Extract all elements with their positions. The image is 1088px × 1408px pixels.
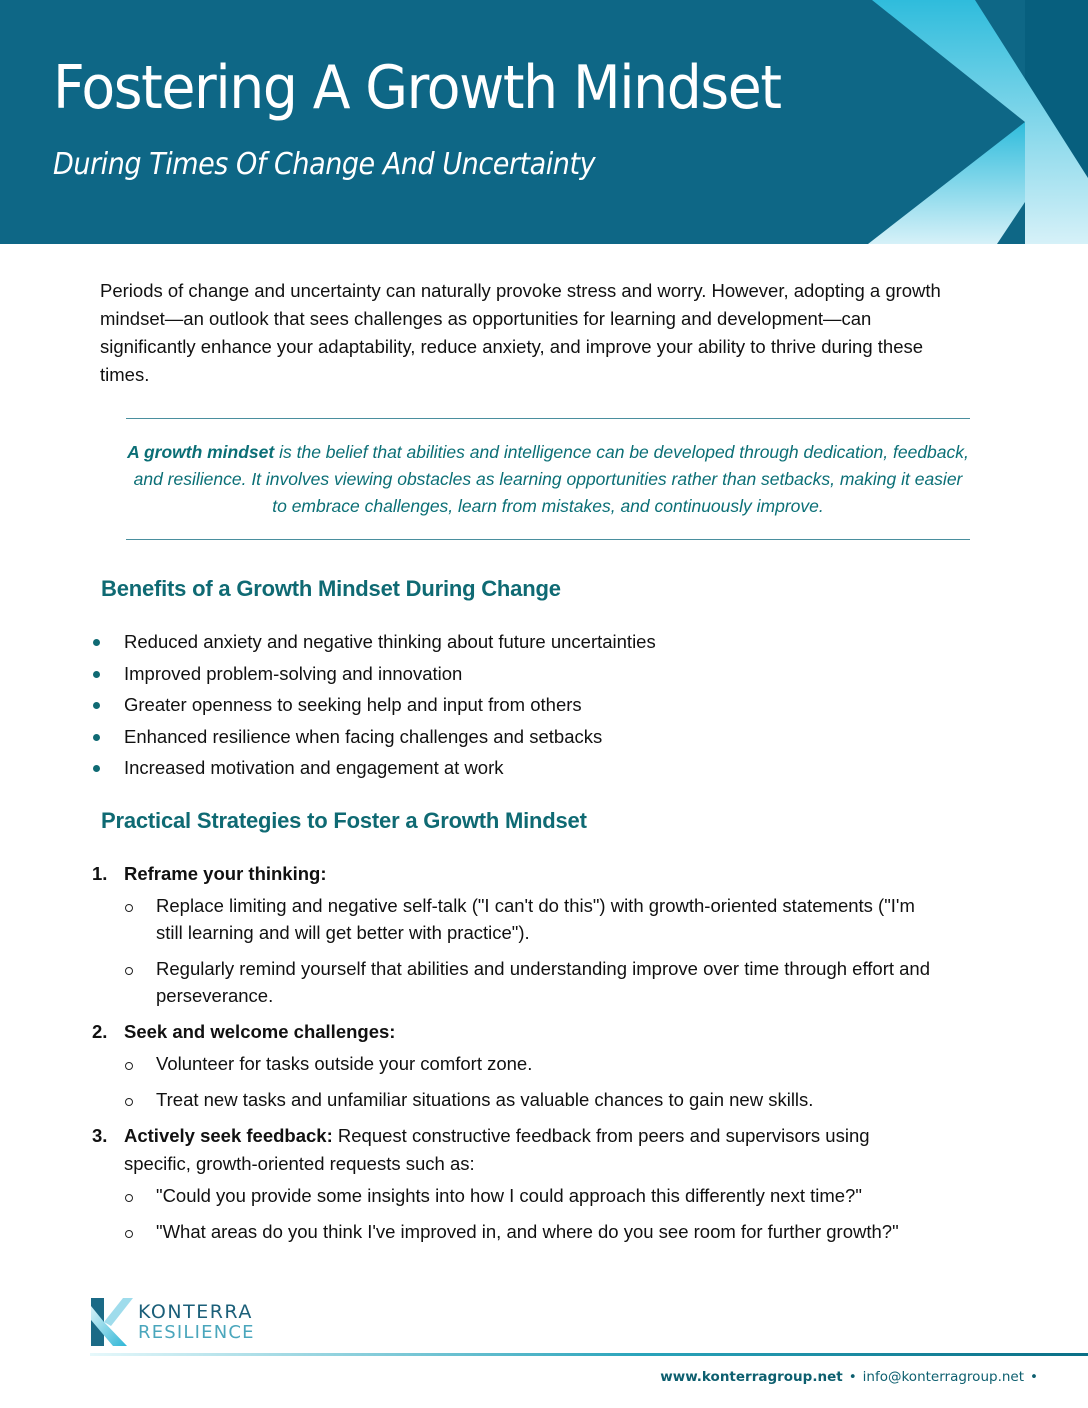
strategy-item <box>0 1018 1000 1113</box>
benefit-text: Enhanced resilience when facing challenges and setbacks <box>124 725 603 747</box>
footer-contact <box>660 1369 1044 1385</box>
benefit-item <box>0 723 656 755</box>
email-link[interactable]: info@konterragroup.net <box>862 1369 1025 1385</box>
footer-divider <box>90 1353 1088 1356</box>
strategy-title: Actively seek feedback: <box>124 1125 333 1146</box>
bullet-icon <box>93 671 100 678</box>
strategy-title: Reframe your thinking: <box>124 863 327 884</box>
benefit-item <box>0 691 656 723</box>
subitem-text: "Could you provide some insights into how I could approach this differently next time?" <box>156 1185 862 1206</box>
separator-dot: • <box>1030 1369 1038 1385</box>
strategies-list <box>0 860 1000 1254</box>
circle-bullet-icon <box>125 1194 133 1202</box>
strategy-header <box>0 1122 924 1178</box>
strategy-number: 1. <box>92 863 108 884</box>
strategy-subitem <box>0 1086 946 1113</box>
bullet-icon <box>93 702 100 709</box>
strategy-title: Seek and welcome challenges: <box>124 1021 396 1042</box>
benefit-item <box>0 628 656 660</box>
callout-definition: is the belief that abilities and intelligence can be developed through dedication, feedback, and resilience. It involves viewing obstacles as learning opportunities rather than setbacks, making it easier to embrace challenges, learn from mistakes, and continuously improve. <box>133 442 969 516</box>
circle-bullet-icon <box>125 1062 133 1070</box>
strategies-heading: Practical Strategies to Foster a Growth Mindset <box>101 808 587 833</box>
logo-tagline: RESILIENCE <box>138 1322 255 1343</box>
subitem-text: Replace limiting and negative self-talk ("I can't do this") with growth-oriented statements ("I'm still learning and will get better with practice"). <box>156 895 915 943</box>
subitem-text: "What areas do you think I've improved in, and where do you see room for further growth?" <box>156 1221 899 1242</box>
benefit-text: Improved problem-solving and innovation <box>124 662 463 684</box>
benefits-list <box>0 628 656 786</box>
subitem-text: Treat new tasks and unfamiliar situations as valuable chances to gain new skills. <box>156 1089 814 1110</box>
circle-bullet-icon <box>125 904 133 912</box>
subitem-text: Regularly remind yourself that abilities and understanding improve over time through effort and perseverance. <box>156 958 931 1006</box>
konterra-logo-icon <box>91 1298 133 1346</box>
strategy-number: 3. <box>92 1125 108 1146</box>
strategy-subitem <box>0 1050 946 1077</box>
bullet-icon <box>93 765 100 772</box>
callout-text <box>126 439 970 520</box>
benefit-text: Increased motivation and engagement at work <box>124 757 504 778</box>
strategy-number: 2. <box>92 1021 108 1042</box>
strategy-subitem <box>0 892 946 946</box>
page-title: Fostering A Growth Mindset <box>53 53 781 123</box>
strategy-subitem <box>0 955 946 1009</box>
benefits-heading: Benefits of a Growth Mindset During Change <box>101 576 561 601</box>
strategy-subitem <box>0 1218 946 1245</box>
page-subtitle: During Times Of Change And Uncertainty <box>53 147 596 182</box>
strategy-item <box>0 1122 1000 1245</box>
benefit-item <box>0 754 656 786</box>
bullet-icon <box>93 734 100 741</box>
callout-term: A growth mindset <box>127 442 275 462</box>
bullet-icon <box>93 639 100 646</box>
intro-paragraph: Periods of change and uncertainty can naturally provoke stress and worry. However, adopting a growth mindset—an outlook that sees challenges as opportunities for learning and development—can significantly enhance your adaptability, reduce anxiety, and improve your ability to thrive during these times. <box>100 280 941 385</box>
strategy-header <box>0 860 924 888</box>
definition-callout <box>126 418 970 540</box>
circle-bullet-icon <box>125 1230 133 1238</box>
strategy-subitem <box>0 1182 946 1209</box>
separator-dot: • <box>848 1369 857 1385</box>
strategy-header <box>0 1018 924 1046</box>
strategy-text: Request constructive feedback from peers and supervisors using specific, growth-oriented requests such as: <box>124 1125 870 1174</box>
logo-wordmark: KONTERRA <box>138 1301 253 1323</box>
circle-bullet-icon <box>125 967 133 975</box>
header-banner <box>0 0 1088 244</box>
benefit-text: Greater openness to seeking help and input from others <box>124 694 582 715</box>
benefit-item <box>0 660 656 692</box>
benefit-text: Reduced anxiety and negative thinking about future uncertainties <box>124 631 656 652</box>
strategy-item <box>0 860 1000 1009</box>
circle-bullet-icon <box>125 1098 133 1106</box>
website-link[interactable]: www.konterragroup.net <box>660 1369 843 1385</box>
subitem-text: Volunteer for tasks outside your comfort zone. <box>156 1053 533 1074</box>
